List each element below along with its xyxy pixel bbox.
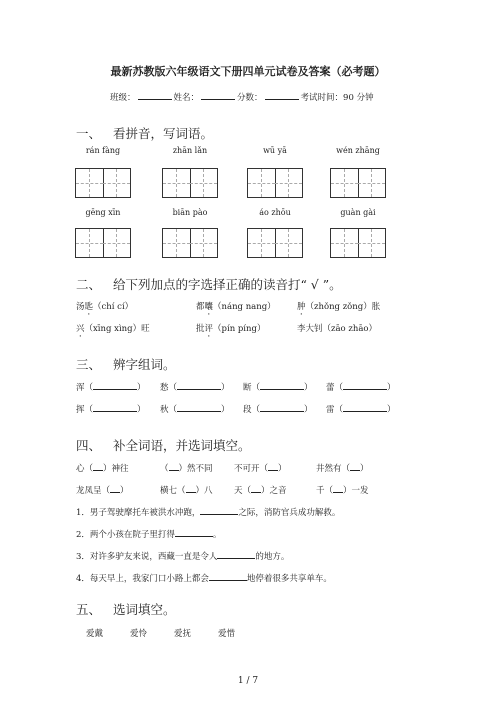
tianzige-box[interactable] bbox=[247, 168, 303, 198]
answer-blank[interactable] bbox=[209, 572, 247, 581]
answer-blank[interactable] bbox=[93, 462, 103, 471]
answer-blank[interactable] bbox=[177, 381, 221, 390]
answer-blank[interactable] bbox=[268, 462, 278, 471]
bianzi-item: 蕾（ ） bbox=[326, 383, 396, 393]
pinyin-label: wén zhāng bbox=[336, 146, 380, 155]
section-number: 一、 bbox=[76, 126, 102, 141]
idiom-item: 千（ ）一发 bbox=[316, 486, 369, 496]
sentence-item: 2．两个小孩在院子里打得 。 bbox=[76, 530, 222, 540]
pinyin-label: guàn gài bbox=[340, 208, 376, 217]
section-5-heading bbox=[76, 600, 175, 618]
score-blank[interactable] bbox=[265, 91, 299, 100]
idiom-item: 井然有（ ） bbox=[316, 464, 369, 474]
answer-blank[interactable] bbox=[186, 484, 196, 493]
answer-blank[interactable] bbox=[217, 550, 255, 559]
answer-blank[interactable] bbox=[350, 462, 360, 471]
section-number: 二、 bbox=[76, 277, 102, 292]
tianzige-box[interactable] bbox=[75, 168, 131, 198]
bianzi-item: 浑（ ） bbox=[76, 383, 146, 393]
reading-item: 都囔（náng nang） bbox=[196, 302, 276, 312]
section-number: 五、 bbox=[76, 602, 102, 617]
answer-blank[interactable] bbox=[343, 403, 387, 412]
section-title: 给下列加点的字选择正确的读音打“ √ ”。 bbox=[112, 277, 342, 292]
answer-blank[interactable] bbox=[177, 403, 221, 412]
tianzige-box[interactable] bbox=[330, 168, 386, 198]
section-title: 选词填空。 bbox=[112, 602, 176, 617]
tianzige-box[interactable] bbox=[75, 228, 131, 258]
sentence-item: 4．每天早上，我家门口小路上都会 地停着很多共享单车。 bbox=[76, 574, 332, 584]
answer-blank[interactable] bbox=[251, 484, 261, 493]
time-label: 考试时间：90 分钟 bbox=[300, 93, 374, 103]
idiom-item: 龙凤呈（ ） bbox=[76, 486, 129, 496]
section-number: 三、 bbox=[76, 357, 102, 372]
class-label: 班级： bbox=[110, 93, 136, 103]
idiom-item: （ ）然不同 bbox=[160, 464, 213, 474]
pinyin-label: rán fàng bbox=[85, 146, 121, 155]
idiom-item: 横七（ ）八 bbox=[160, 486, 213, 496]
bianzi-item: 愁（ ） bbox=[160, 383, 230, 393]
pinyin-label: zhān lǎn bbox=[172, 146, 208, 155]
word-choice: 爱怜 bbox=[130, 629, 148, 639]
pinyin-label: wū yā bbox=[263, 146, 287, 155]
reading-item: 肿（zhǒng zǒng）胀 bbox=[297, 302, 381, 312]
idiom-item: 心（ ）神往 bbox=[76, 464, 129, 474]
word-choice: 爱戴 bbox=[86, 629, 104, 639]
pinyin-label: áo zhōu bbox=[259, 208, 291, 217]
word-choice: 爱惜 bbox=[218, 629, 236, 639]
tianzige-box[interactable] bbox=[330, 228, 386, 258]
section-2-heading bbox=[76, 275, 342, 293]
dotted-char: 肿 bbox=[297, 302, 306, 312]
name-label: 姓名： bbox=[173, 93, 200, 103]
class-blank[interactable] bbox=[138, 91, 172, 100]
section-title: 看拼音，写词语。 bbox=[112, 126, 213, 141]
page-title: 最新苏教版六年级语文下册四单元试卷及答案（必考题） bbox=[110, 65, 386, 78]
reading-item: 兴（xīng xìng）旺 bbox=[76, 324, 150, 334]
answer-blank[interactable] bbox=[343, 381, 387, 390]
word-choice: 爱抚 bbox=[174, 629, 192, 639]
pinyin-label: gēng xīn bbox=[85, 208, 121, 217]
reading-item: 汤匙（chí cí） bbox=[76, 302, 134, 312]
section-3-heading bbox=[76, 355, 175, 373]
reading-item: 批评（pín píng） bbox=[196, 324, 266, 334]
bianzi-item: 断（ ） bbox=[243, 383, 313, 393]
section-title: 辨字组词。 bbox=[112, 357, 176, 372]
answer-blank[interactable] bbox=[93, 381, 137, 390]
bianzi-item: 秋（ ） bbox=[160, 405, 230, 415]
tianzige-box[interactable] bbox=[162, 168, 218, 198]
section-1-heading bbox=[76, 124, 213, 142]
bianzi-item: 雷（ ） bbox=[326, 405, 396, 415]
dotted-char: 评 bbox=[204, 324, 214, 334]
section-4-heading bbox=[76, 436, 250, 454]
sentence-item: 1．男子驾驶摩托车被洪水冲跑， 之际，消防官兵成功解救。 bbox=[76, 508, 341, 518]
section-number: 四、 bbox=[76, 438, 102, 453]
answer-blank[interactable] bbox=[260, 381, 304, 390]
pinyin-label: biān pào bbox=[172, 208, 208, 217]
bianzi-item: 挥（ ） bbox=[76, 405, 146, 415]
dotted-char: 兴 bbox=[76, 324, 85, 334]
score-label: 分数： bbox=[237, 93, 263, 103]
tianzige-box[interactable] bbox=[247, 228, 303, 258]
answer-blank[interactable] bbox=[110, 484, 120, 493]
dotted-char: 囔 bbox=[204, 302, 214, 312]
idiom-item: 不可开（ ） bbox=[234, 464, 287, 474]
tianzige-box[interactable] bbox=[162, 228, 218, 258]
reading-item: 李大钊（zāo zhāo） bbox=[297, 324, 378, 334]
answer-blank[interactable] bbox=[333, 484, 343, 493]
page-number: 1 / 7 bbox=[237, 676, 259, 686]
dotted-char: 匙 bbox=[84, 302, 94, 312]
idiom-item: 天（ ）之音 bbox=[234, 486, 287, 496]
answer-blank[interactable] bbox=[260, 403, 304, 412]
answer-blank[interactable] bbox=[175, 528, 213, 537]
answer-blank[interactable] bbox=[93, 403, 137, 412]
section-title: 补全词语，并选词填空。 bbox=[112, 438, 251, 453]
bianzi-item: 段（ ） bbox=[243, 405, 313, 415]
answer-blank[interactable] bbox=[200, 506, 238, 515]
answer-blank[interactable] bbox=[169, 462, 179, 471]
name-blank[interactable] bbox=[201, 91, 235, 100]
student-info-line bbox=[110, 91, 374, 103]
sentence-item: 3．对许多驴友来说，西藏一直是令人 的地方。 bbox=[76, 552, 290, 562]
